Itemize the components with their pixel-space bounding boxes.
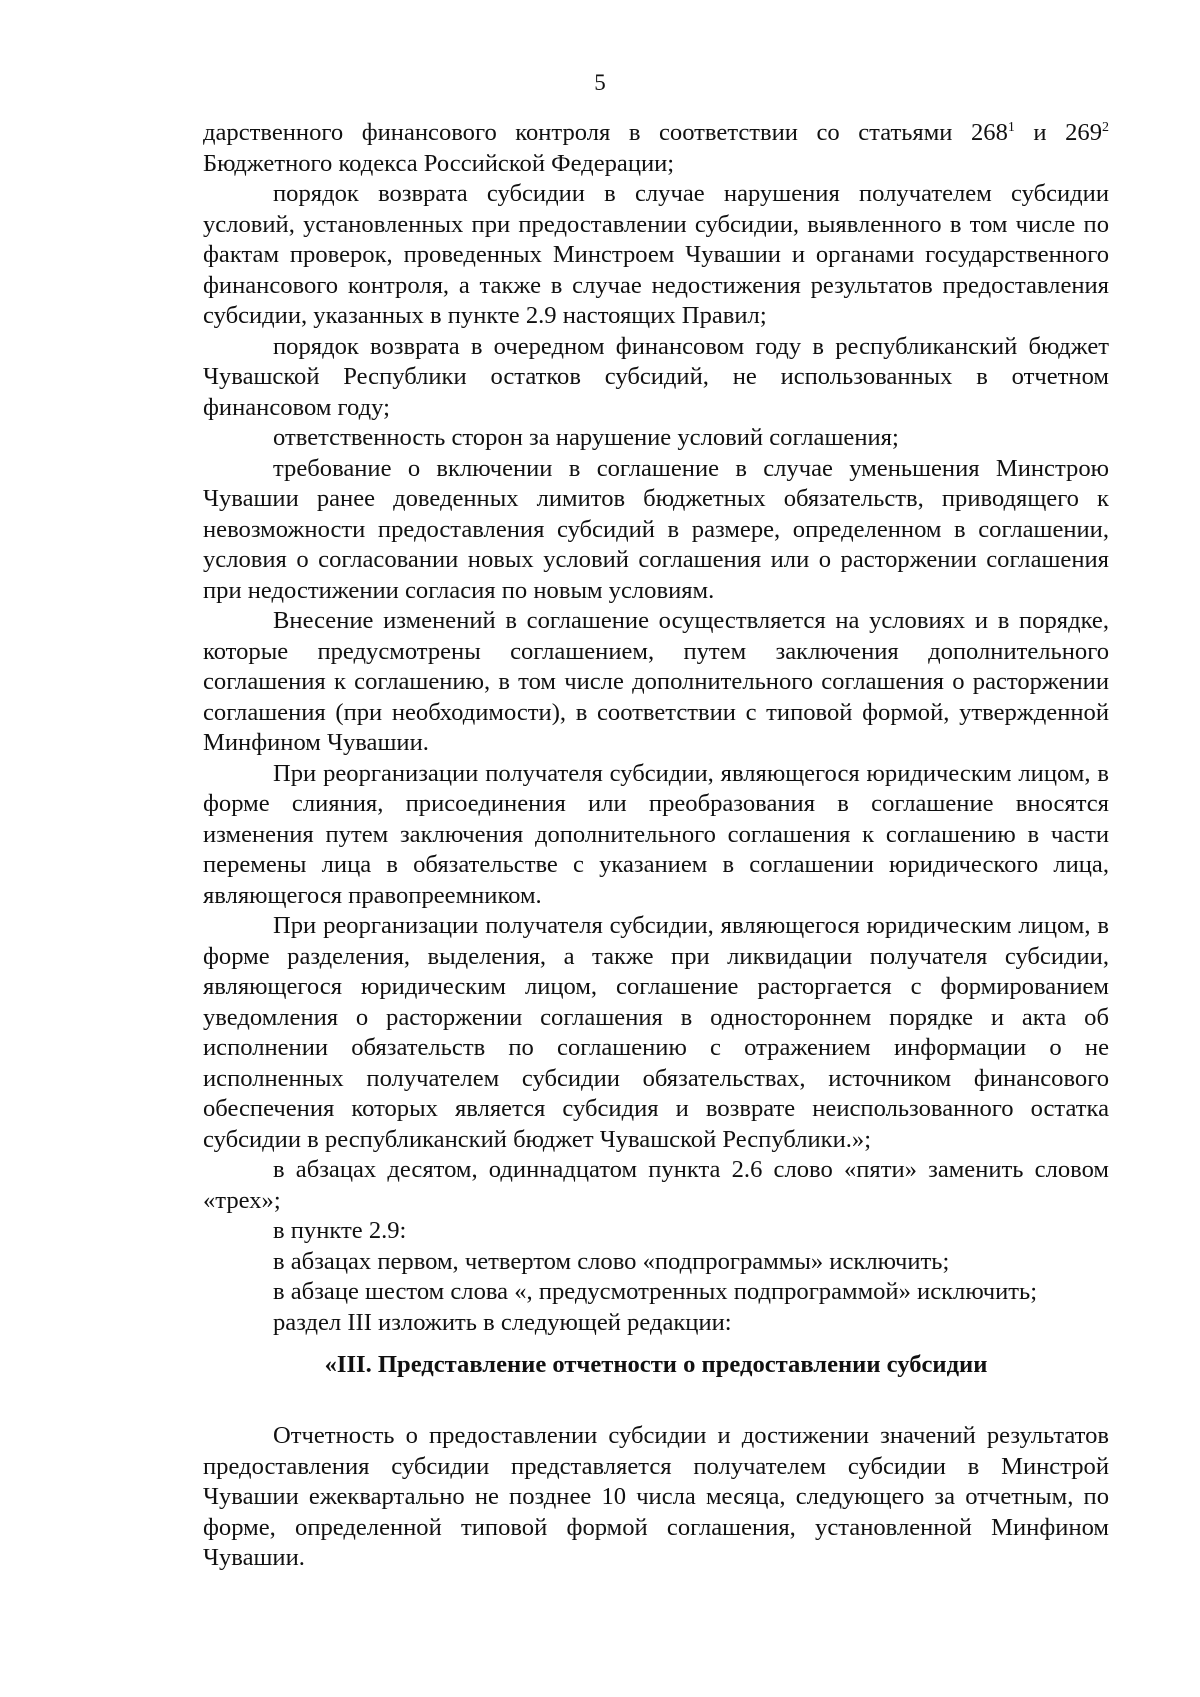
paragraph: раздел III изложить в следующей редакции:: [273, 1308, 732, 1336]
paragraph-text: дарственного финансового контроля в соответствии со статьями 268: [203, 119, 1008, 146]
page-number: 5: [594, 70, 606, 95]
superscript: 2: [1102, 120, 1109, 135]
section-body: [203, 1421, 1109, 1574]
paragraph: При реорганизации получателя субсидии, являющегося юридическим лицом, в форме слияния, присоединения или преобразования в соглашение вносятся изменения путем заключения дополнительного соглашения к соглашению в части перемены лица в обязательстве с указанием в соглашении юридического лица, являющегося правопреемником.: [203, 759, 1109, 909]
paragraph: в пункте 2.9:: [273, 1217, 407, 1244]
paragraph: порядок возврата субсидии в случае нарушения получателем субсидии условий, установленных при предоставлении субсидии, выявленного в том числе по фактам проверок, проведенных Минстроем Чувашии и органами государственного финансового контроля, а также в случае недостижения результатов предоставления субсидии, указанных в пункте 2.9 настоящих Правил;: [203, 180, 1109, 329]
paragraph: Внесение изменений в соглашение осуществляется на условиях и в порядке, которые предусмотрены соглашением, путем заключения дополнительного соглашения к соглашению, в том числе дополнительного соглашения о расторжении соглашения (при необходимости), в соответствии с типовой формой, утвержденной Минфином Чувашии.: [203, 607, 1109, 756]
paragraph: порядок возврата в очередном финансовом году в республиканский бюджет Чувашской Республики остатков субсидий, не использованных в отчетном финансовом году;: [203, 332, 1109, 421]
superscript: 1: [1007, 120, 1015, 135]
paragraph: в абзацах десятом, одиннадцатом пункта 2.6 слово «пяти» заменить словом «трех»;: [203, 1156, 1109, 1214]
paragraph: в абзаце шестом слова «, предусмотренных подпрограммой» исключить;: [273, 1278, 1038, 1305]
paragraph: Отчетность о предоставлении субсидии и достижении значений результатов предоставления субсидии представляется получателем субсидии в Минстрой Чувашии ежеквартально не позднее 10 числа месяца, следующего за отчетным, по форме, определенной типовой формой соглашения, установленной Минфином Чувашии.: [203, 1422, 1109, 1571]
paragraph: ответственность сторон за нарушение условий соглашения;: [273, 424, 899, 451]
paragraph-continuation: [203, 118, 1109, 179]
document-body: [203, 118, 1109, 1338]
section-heading: «III. Представление отчетности о предоставлении субсидии: [324, 1351, 988, 1378]
paragraph-text: Бюджетного кодекса Российской Федерации;: [203, 149, 675, 177]
paragraph: в абзацах первом, четвертом слово «подпрограммы» исключить;: [273, 1247, 950, 1275]
paragraph-text: и 269: [1014, 119, 1102, 146]
paragraph: требование о включении в соглашение в случае уменьшения Минстрою Чувашии ранее доведенных лимитов бюджетных обязательств, приводящего к невозможности предоставления субсидий в размере, определенном в соглашении, условия о согласовании новых условий соглашения или о расторжении соглашения при недостижении согласия по новым условиям.: [203, 454, 1109, 604]
paragraph: При реорганизации получателя субсидии, являющегося юридическим лицом, в форме разделения, выделения, а также при ликвидации получателя субсидии, являющегося юридическим лицом, соглашение расторгается с формированием уведомления о расторжении соглашения в одностороннем порядке и акта об исполнении обязательств по соглашению с отражением информации о не исполненных получателем субсидии обязательствах, источником финансового обеспечения которых является субсидия и возврате неиспользованного остатка субсидии в республиканский бюджет Чувашской Республики.»;: [203, 912, 1109, 1153]
